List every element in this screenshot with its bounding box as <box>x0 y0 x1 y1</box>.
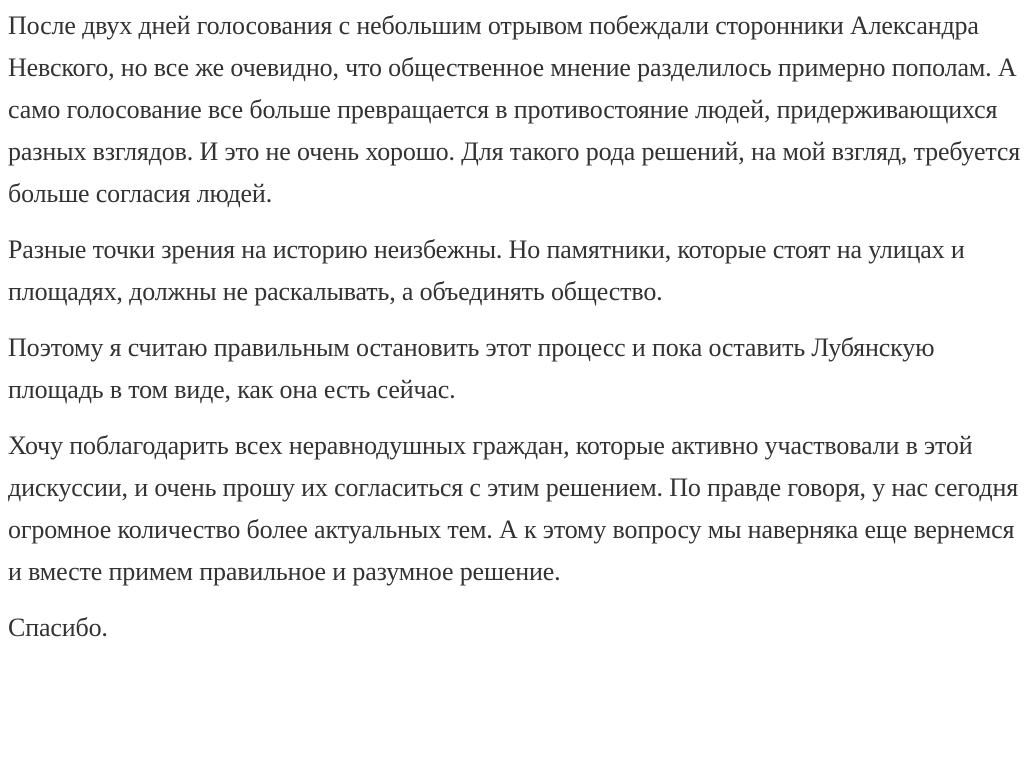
article-paragraph: После двух дней голосования с небольшим отрывом побеждали сторонники Александра Невского, но все же очевидно, что общественное мнение разделилось примерно пополам. А само голосование все больше превращается в противостояние людей, придерживающихся разных взглядов. И это не очень хорошо. Для такого рода решений, на мой взгляд, требуется больше согласия людей. <box>8 11 1021 208</box>
article-paragraph: Спасибо. <box>8 613 108 642</box>
article-paragraph: Поэтому я считаю правильным остановить этот процесс и пока оставить Лубянскую площадь в том виде, как она есть сейчас. <box>8 333 935 404</box>
article-paragraph: Хочу поблагодарить всех неравнодушных граждан, которые активно участвовали в этой дискуссии, и очень прошу их согласиться с этим решением. По правде говоря, у нас сегодня огромное количество более актуальных тем. А к этому вопросу мы наверняка еще вернемся и вместе примем правильное и разумное решение. <box>8 431 1019 586</box>
article-paragraph: Разные точки зрения на историю неизбежны. Но памятники, которые стоят на улицах и площадях, должны не раскалывать, а объединять общество. <box>8 235 965 306</box>
